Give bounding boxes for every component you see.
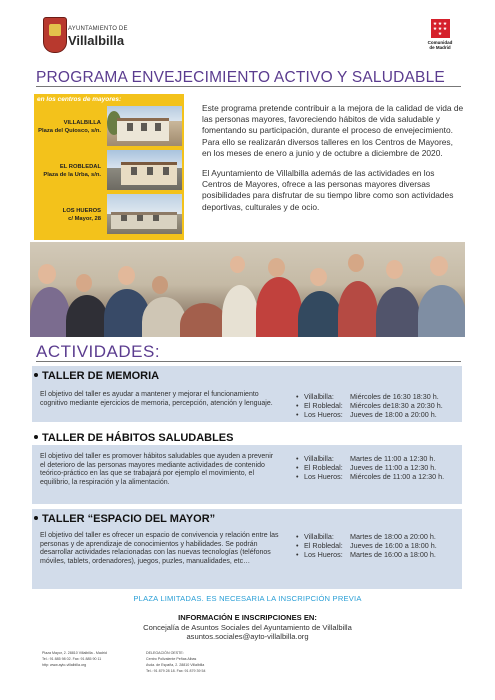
schedule-row: • Villalbilla: Martes de 18:00 a 20:00 h. <box>296 532 436 541</box>
footer-line: Tel.: 91 885 98 02. Fax: 91 885 90 11 <box>42 657 102 661</box>
coat-of-arms-icon <box>43 17 67 53</box>
activities-title: ACTIVIDADES: <box>36 342 161 361</box>
workshop-title: TALLER “ESPACIO DEL MAYOR” <box>34 513 215 525</box>
villalbilla-logo <box>43 17 163 57</box>
workshop-description: El objetivo del taller es promover hábitos saludables que ayuden a prevenir el deterioro de las personas mayores mediante actividades de contenido teórico-práctico en las que se trabajará por ejemplo el movimiento, el equilibrio, la respiración y la alimentación. <box>40 453 274 486</box>
schedule-row: • El Robledal: Jueves de 16:00 a 18:00 h. <box>296 541 437 550</box>
bullet-icon <box>34 516 38 520</box>
workshop-habitos <box>32 428 462 506</box>
center-photo <box>107 150 182 190</box>
workshop-memoria <box>32 366 462 422</box>
title-divider <box>36 86 461 87</box>
centers-panel <box>34 94 184 240</box>
schedule-row: • Los Hueros: Miércoles de 11:00 a 12:30 h. <box>296 472 445 481</box>
center-name: EL ROBLEDAL <box>59 164 101 170</box>
group-photo <box>30 242 465 337</box>
workshop-schedule <box>296 392 443 419</box>
schedule-row: • Villalbilla: Miércoles de 16:30 18:30 h. <box>296 392 439 401</box>
info-email-link[interactable]: asuntos.sociales@ayto-villalbilla.org <box>186 632 309 641</box>
centers-heading: en los centros de mayores: <box>37 96 122 103</box>
workshop-espacio-mayor <box>32 509 462 589</box>
municipality-small-text: AYUNTAMIENTO DE <box>68 26 128 32</box>
workshop-schedule <box>296 532 437 559</box>
center-el-robledal <box>34 150 184 192</box>
bullet-icon <box>34 435 38 439</box>
region-logo-line-1: Comunidad <box>427 40 453 45</box>
activities-divider <box>36 361 461 362</box>
page-title: PROGRAMA ENVEJECIMIENTO ACTIVO Y SALUDABLE <box>36 69 445 86</box>
info-title: INFORMACIÓN E INSCRIPCIONES EN: <box>178 613 317 622</box>
workshop-title: TALLER DE HÁBITOS SALUDABLES <box>34 432 234 444</box>
workshop-description: El objetivo del taller es ofrecer un espacio de convivencia y relación entre las personas y de aprendizaje de conocimientos y habilidades. Se podrán desarrollar actividades relacionadas con las nuevas tecnologías (teléfonos móviles, tablets, ordenadores), juegos, puzles, manualidades, etc… <box>40 532 279 565</box>
center-photo <box>107 194 182 234</box>
footer-website-link[interactable]: http: www.ayto-villalbilla.org <box>42 663 87 667</box>
schedule-row: • El Robledal: Jueves de 11:00 a 12:30 h. <box>296 463 437 472</box>
footer-line: DELEGACIÓN OESTE: <box>146 651 184 655</box>
schedule-row: • Los Hueros: Martes de 16:00 a 18:00 h. <box>296 550 436 559</box>
schedule-row: • Los Hueros: Jueves de 18:00 a 20:00 h. <box>296 410 437 419</box>
intro-paragraph: El Ayuntamiento de Villalbilla además de las actividades en los Centros de Mayores, ofrece a las personas mayores diversas posibilidades para disfrutar de su tiempo libre como son actividades deportivas, culturales y de ocio. <box>202 168 454 212</box>
footer-address-main <box>42 650 107 668</box>
center-villalbilla <box>34 106 184 148</box>
registration-note: PLAZA LIMITADAS. ES NECESARIA LA INSCRIPCIÓN PREVIA <box>133 594 362 603</box>
center-photo <box>107 106 182 146</box>
footer-address-delegation <box>146 650 206 674</box>
region-logo-line-2: de Madrid <box>429 45 451 50</box>
center-address: Plaza del Quiosco, s/n. <box>38 128 101 134</box>
workshop-description: El objetivo del taller es ayudar a mantener y mejorar el funcionamiento cognitivo mediante ejercicios de memoria, percepción, atención y lenguaje. <box>40 391 273 407</box>
schedule-row: • Villalbilla: Martes de 11:00 a 12:30 h. <box>296 454 436 463</box>
center-name: VILLALBILLA <box>63 120 101 126</box>
comunidad-madrid-logo <box>424 19 456 57</box>
workshop-schedule <box>296 454 444 481</box>
workshop-title: TALLER DE MEMORIA <box>34 370 159 382</box>
intro-text <box>202 103 464 222</box>
center-name: LOS HUEROS <box>62 208 101 214</box>
footer-line: Tel.: 91 879 28 18. Fax: 91 879 39 54 <box>146 669 206 673</box>
schedule-row: • El Robledal: Miércoles de18:30 a 20:30 h. <box>296 401 443 410</box>
center-los-hueros <box>34 194 184 236</box>
center-address: Plaza de la Urba, s/n. <box>43 172 101 178</box>
intro-paragraph: Este programa pretende contribuir a la mejora de la calidad de vida de las personas mayores, favoreciendo hábitos de vida saludable y fomentando su participación, durante el proceso de envejecimiento. Para ello se realizarán diversos talleres en los Centros de Mayores, en los meses de enero a junio y de octubre a diciembre de 2020. <box>202 103 464 158</box>
municipality-name: Villalbilla <box>68 33 125 48</box>
bullet-icon <box>34 373 38 377</box>
stars-flag-icon <box>431 19 450 38</box>
center-address: c/ Mayor, 28 <box>68 216 101 222</box>
footer-line: Avda. de España, 2. 28810 Villalbilla <box>146 663 205 667</box>
footer-line: Plaza Mayor, 2. 28810 Villalbilla - Madrid <box>42 651 107 655</box>
footer-line: Centro Polivalente Peñas Albas <box>146 657 197 661</box>
info-department: Concejalía de Asuntos Sociales del Ayuntamiento de Villalbilla <box>143 623 352 632</box>
